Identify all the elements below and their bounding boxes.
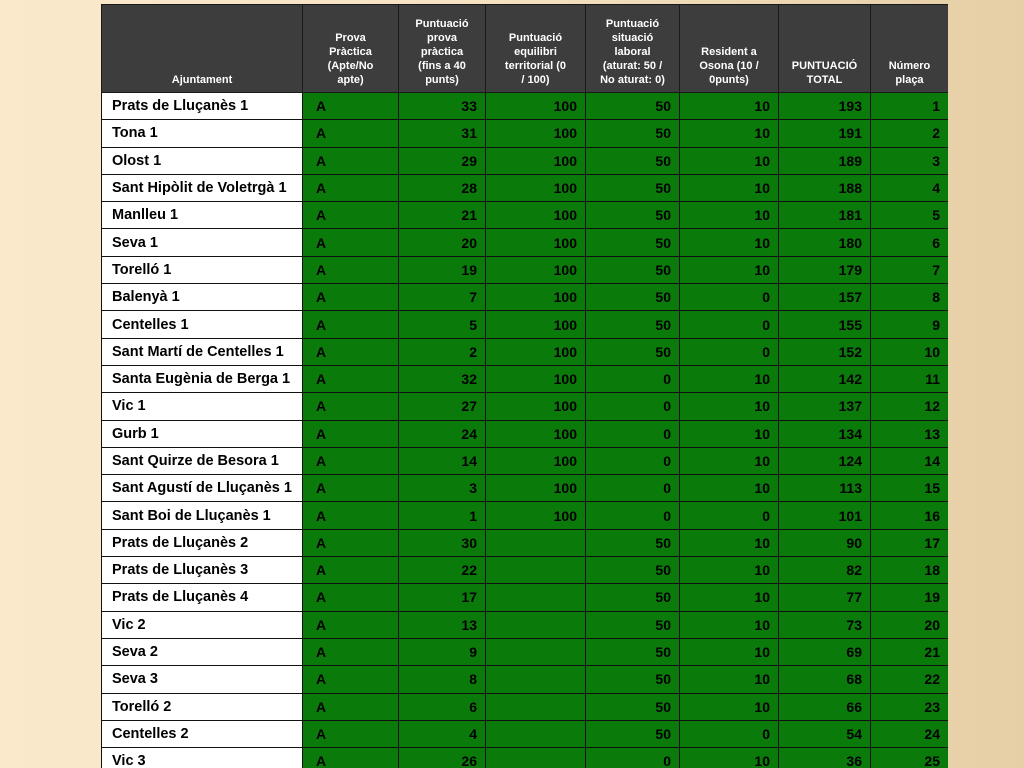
cell-prova-practica: A <box>303 693 399 720</box>
cell-situacio-laboral: 50 <box>586 147 680 174</box>
cell-resident-osona: 10 <box>680 202 779 229</box>
cell-numero-placa: 19 <box>871 584 949 611</box>
cell-puntuacio-prova: 4 <box>399 720 486 747</box>
cell-resident-osona: 10 <box>680 420 779 447</box>
cell-equilibri-territorial: 100 <box>486 120 586 147</box>
cell-ajuntament: Sant Boi de Lluçanès 1 <box>102 502 303 529</box>
cell-numero-placa: 17 <box>871 529 949 556</box>
cell-equilibri-territorial <box>486 748 586 768</box>
cell-prova-practica: A <box>303 638 399 665</box>
cell-equilibri-territorial <box>486 693 586 720</box>
cell-ajuntament: Prats de Lluçanès 1 <box>102 93 303 120</box>
cell-situacio-laboral: 0 <box>586 502 680 529</box>
cell-ajuntament: Balenyà 1 <box>102 284 303 311</box>
cell-prova-practica: A <box>303 475 399 502</box>
cell-puntuacio-prova: 13 <box>399 611 486 638</box>
table-row <box>102 256 949 283</box>
cell-puntuacio-total: 124 <box>779 447 871 474</box>
cell-ajuntament: Seva 3 <box>102 666 303 693</box>
table-row <box>102 557 949 584</box>
header-row <box>102 5 949 93</box>
cell-prova-practica: A <box>303 447 399 474</box>
cell-puntuacio-total: 113 <box>779 475 871 502</box>
cell-prova-practica: A <box>303 748 399 768</box>
cell-ajuntament: Vic 2 <box>102 611 303 638</box>
cell-resident-osona: 10 <box>680 638 779 665</box>
cell-resident-osona: 10 <box>680 693 779 720</box>
cell-puntuacio-prova: 27 <box>399 393 486 420</box>
cell-equilibri-territorial: 100 <box>486 420 586 447</box>
cell-puntuacio-total: 188 <box>779 174 871 201</box>
cell-resident-osona: 10 <box>680 174 779 201</box>
cell-ajuntament: Vic 3 <box>102 748 303 768</box>
results-sheet <box>101 4 948 768</box>
cell-prova-practica: A <box>303 93 399 120</box>
cell-equilibri-territorial: 100 <box>486 147 586 174</box>
cell-numero-placa: 5 <box>871 202 949 229</box>
table-row <box>102 93 949 120</box>
table-row <box>102 229 949 256</box>
cell-numero-placa: 10 <box>871 338 949 365</box>
cell-prova-practica: A <box>303 502 399 529</box>
cell-puntuacio-prova: 21 <box>399 202 486 229</box>
table-row <box>102 475 949 502</box>
cell-situacio-laboral: 50 <box>586 256 680 283</box>
cell-ajuntament: Sant Quirze de Besora 1 <box>102 447 303 474</box>
cell-ajuntament: Prats de Lluçanès 4 <box>102 584 303 611</box>
cell-equilibri-territorial: 100 <box>486 502 586 529</box>
cell-ajuntament: Santa Eugènia de Berga 1 <box>102 365 303 392</box>
header-ajuntament: Ajuntament <box>102 5 303 93</box>
cell-situacio-laboral: 50 <box>586 120 680 147</box>
cell-resident-osona: 10 <box>680 147 779 174</box>
cell-puntuacio-prova: 2 <box>399 338 486 365</box>
cell-puntuacio-total: 191 <box>779 120 871 147</box>
cell-numero-placa: 24 <box>871 720 949 747</box>
cell-situacio-laboral: 50 <box>586 93 680 120</box>
cell-numero-placa: 12 <box>871 393 949 420</box>
cell-puntuacio-prova: 9 <box>399 638 486 665</box>
cell-resident-osona: 10 <box>680 447 779 474</box>
cell-numero-placa: 7 <box>871 256 949 283</box>
table-row <box>102 529 949 556</box>
cell-equilibri-territorial: 100 <box>486 475 586 502</box>
cell-equilibri-territorial: 100 <box>486 284 586 311</box>
cell-equilibri-territorial <box>486 529 586 556</box>
cell-prova-practica: A <box>303 529 399 556</box>
cell-situacio-laboral: 50 <box>586 229 680 256</box>
cell-puntuacio-total: 69 <box>779 638 871 665</box>
cell-puntuacio-prova: 29 <box>399 147 486 174</box>
cell-prova-practica: A <box>303 120 399 147</box>
cell-puntuacio-prova: 14 <box>399 447 486 474</box>
cell-puntuacio-prova: 26 <box>399 748 486 768</box>
cell-situacio-laboral: 0 <box>586 748 680 768</box>
cell-resident-osona: 0 <box>680 720 779 747</box>
table-row <box>102 720 949 747</box>
cell-prova-practica: A <box>303 420 399 447</box>
cell-ajuntament: Sant Hipòlit de Voletrgà 1 <box>102 174 303 201</box>
cell-puntuacio-total: 157 <box>779 284 871 311</box>
cell-situacio-laboral: 0 <box>586 365 680 392</box>
cell-numero-placa: 15 <box>871 475 949 502</box>
cell-situacio-laboral: 50 <box>586 693 680 720</box>
cell-situacio-laboral: 50 <box>586 284 680 311</box>
header-prova-practica: Prova Pràctica (Apte/No apte) <box>303 5 399 93</box>
cell-equilibri-territorial: 100 <box>486 174 586 201</box>
cell-equilibri-territorial <box>486 720 586 747</box>
cell-prova-practica: A <box>303 666 399 693</box>
cell-resident-osona: 10 <box>680 256 779 283</box>
cell-puntuacio-prova: 33 <box>399 93 486 120</box>
cell-prova-practica: A <box>303 229 399 256</box>
cell-puntuacio-prova: 3 <box>399 475 486 502</box>
cell-puntuacio-prova: 22 <box>399 557 486 584</box>
cell-equilibri-territorial: 100 <box>486 393 586 420</box>
cell-ajuntament: Vic 1 <box>102 393 303 420</box>
cell-puntuacio-prova: 31 <box>399 120 486 147</box>
cell-situacio-laboral: 0 <box>586 393 680 420</box>
cell-numero-placa: 23 <box>871 693 949 720</box>
header-puntuacio-total: PUNTUACIÓ TOTAL <box>779 5 871 93</box>
cell-numero-placa: 4 <box>871 174 949 201</box>
cell-situacio-laboral: 50 <box>586 666 680 693</box>
cell-numero-placa: 14 <box>871 447 949 474</box>
cell-situacio-laboral: 0 <box>586 447 680 474</box>
cell-equilibri-territorial <box>486 584 586 611</box>
cell-equilibri-territorial: 100 <box>486 365 586 392</box>
cell-puntuacio-total: 68 <box>779 666 871 693</box>
cell-ajuntament: Seva 2 <box>102 638 303 665</box>
cell-prova-practica: A <box>303 284 399 311</box>
cell-resident-osona: 0 <box>680 284 779 311</box>
cell-equilibri-territorial: 100 <box>486 229 586 256</box>
header-puntuacio-prova: Puntuació prova pràctica (fins a 40 punts) <box>399 5 486 93</box>
header-numero-placa: Número plaça <box>871 5 949 93</box>
cell-puntuacio-total: 101 <box>779 502 871 529</box>
cell-prova-practica: A <box>303 202 399 229</box>
cell-numero-placa: 25 <box>871 748 949 768</box>
cell-ajuntament: Tona 1 <box>102 120 303 147</box>
cell-ajuntament: Torelló 1 <box>102 256 303 283</box>
cell-situacio-laboral: 50 <box>586 311 680 338</box>
cell-resident-osona: 0 <box>680 502 779 529</box>
cell-puntuacio-total: 66 <box>779 693 871 720</box>
cell-equilibri-territorial: 100 <box>486 338 586 365</box>
cell-equilibri-territorial: 100 <box>486 93 586 120</box>
cell-numero-placa: 16 <box>871 502 949 529</box>
cell-resident-osona: 0 <box>680 311 779 338</box>
cell-puntuacio-total: 36 <box>779 748 871 768</box>
cell-puntuacio-prova: 1 <box>399 502 486 529</box>
table-header <box>102 5 949 93</box>
cell-resident-osona: 10 <box>680 475 779 502</box>
cell-situacio-laboral: 50 <box>586 338 680 365</box>
table-row <box>102 338 949 365</box>
cell-numero-placa: 21 <box>871 638 949 665</box>
cell-prova-practica: A <box>303 393 399 420</box>
cell-numero-placa: 8 <box>871 284 949 311</box>
cell-puntuacio-prova: 19 <box>399 256 486 283</box>
cell-puntuacio-total: 180 <box>779 229 871 256</box>
cell-numero-placa: 18 <box>871 557 949 584</box>
table-row <box>102 365 949 392</box>
header-equilibri-territorial: Puntuació equilibri territorial (0 / 100) <box>486 5 586 93</box>
cell-prova-practica: A <box>303 311 399 338</box>
results-table <box>101 4 948 768</box>
cell-resident-osona: 10 <box>680 120 779 147</box>
cell-puntuacio-total: 82 <box>779 557 871 584</box>
cell-puntuacio-prova: 17 <box>399 584 486 611</box>
cell-equilibri-territorial: 100 <box>486 202 586 229</box>
cell-puntuacio-prova: 32 <box>399 365 486 392</box>
cell-numero-placa: 6 <box>871 229 949 256</box>
cell-puntuacio-prova: 28 <box>399 174 486 201</box>
cell-resident-osona: 10 <box>680 365 779 392</box>
cell-situacio-laboral: 50 <box>586 529 680 556</box>
cell-numero-placa: 22 <box>871 666 949 693</box>
table-row <box>102 638 949 665</box>
cell-puntuacio-prova: 30 <box>399 529 486 556</box>
cell-resident-osona: 10 <box>680 93 779 120</box>
cell-ajuntament: Prats de Lluçanès 3 <box>102 557 303 584</box>
cell-situacio-laboral: 50 <box>586 720 680 747</box>
cell-prova-practica: A <box>303 147 399 174</box>
cell-puntuacio-total: 193 <box>779 93 871 120</box>
cell-equilibri-territorial: 100 <box>486 447 586 474</box>
cell-situacio-laboral: 50 <box>586 202 680 229</box>
cell-equilibri-territorial: 100 <box>486 256 586 283</box>
table-row <box>102 584 949 611</box>
cell-puntuacio-prova: 7 <box>399 284 486 311</box>
cell-prova-practica: A <box>303 338 399 365</box>
cell-puntuacio-prova: 8 <box>399 666 486 693</box>
cell-situacio-laboral: 50 <box>586 174 680 201</box>
cell-ajuntament: Sant Martí de Centelles 1 <box>102 338 303 365</box>
cell-numero-placa: 2 <box>871 120 949 147</box>
cell-equilibri-territorial <box>486 557 586 584</box>
cell-puntuacio-total: 137 <box>779 393 871 420</box>
cell-resident-osona: 10 <box>680 529 779 556</box>
cell-resident-osona: 10 <box>680 748 779 768</box>
cell-puntuacio-prova: 5 <box>399 311 486 338</box>
cell-puntuacio-total: 152 <box>779 338 871 365</box>
table-row <box>102 502 949 529</box>
cell-situacio-laboral: 0 <box>586 420 680 447</box>
table-row <box>102 666 949 693</box>
cell-ajuntament: Centelles 1 <box>102 311 303 338</box>
cell-equilibri-territorial <box>486 611 586 638</box>
table-row <box>102 748 949 768</box>
cell-puntuacio-total: 155 <box>779 311 871 338</box>
cell-ajuntament: Centelles 2 <box>102 720 303 747</box>
cell-puntuacio-total: 54 <box>779 720 871 747</box>
cell-equilibri-territorial: 100 <box>486 311 586 338</box>
table-row <box>102 420 949 447</box>
cell-puntuacio-prova: 24 <box>399 420 486 447</box>
cell-equilibri-territorial <box>486 666 586 693</box>
cell-resident-osona: 10 <box>680 611 779 638</box>
cell-ajuntament: Gurb 1 <box>102 420 303 447</box>
cell-puntuacio-total: 134 <box>779 420 871 447</box>
table-row <box>102 147 949 174</box>
table-row <box>102 611 949 638</box>
cell-situacio-laboral: 50 <box>586 611 680 638</box>
cell-resident-osona: 0 <box>680 338 779 365</box>
cell-prova-practica: A <box>303 174 399 201</box>
cell-prova-practica: A <box>303 557 399 584</box>
cell-equilibri-territorial <box>486 638 586 665</box>
cell-numero-placa: 11 <box>871 365 949 392</box>
header-situacio-laboral: Puntuació situació laboral (aturat: 50 / No aturat: 0) <box>586 5 680 93</box>
cell-ajuntament: Olost 1 <box>102 147 303 174</box>
cell-puntuacio-total: 181 <box>779 202 871 229</box>
cell-puntuacio-prova: 20 <box>399 229 486 256</box>
table-row <box>102 693 949 720</box>
cell-puntuacio-prova: 6 <box>399 693 486 720</box>
cell-numero-placa: 13 <box>871 420 949 447</box>
cell-numero-placa: 3 <box>871 147 949 174</box>
cell-numero-placa: 1 <box>871 93 949 120</box>
table-row <box>102 393 949 420</box>
cell-resident-osona: 10 <box>680 393 779 420</box>
table-row <box>102 311 949 338</box>
header-resident-osona: Resident a Osona (10 / 0punts) <box>680 5 779 93</box>
cell-prova-practica: A <box>303 611 399 638</box>
table-row <box>102 202 949 229</box>
cell-resident-osona: 10 <box>680 229 779 256</box>
cell-numero-placa: 20 <box>871 611 949 638</box>
cell-situacio-laboral: 50 <box>586 638 680 665</box>
cell-ajuntament: Seva 1 <box>102 229 303 256</box>
cell-puntuacio-total: 179 <box>779 256 871 283</box>
cell-puntuacio-total: 189 <box>779 147 871 174</box>
cell-numero-placa: 9 <box>871 311 949 338</box>
cell-prova-practica: A <box>303 720 399 747</box>
cell-situacio-laboral: 0 <box>586 475 680 502</box>
cell-resident-osona: 10 <box>680 557 779 584</box>
table-row <box>102 447 949 474</box>
table-body <box>102 93 949 768</box>
cell-ajuntament: Prats de Lluçanès 2 <box>102 529 303 556</box>
table-row <box>102 120 949 147</box>
cell-resident-osona: 10 <box>680 584 779 611</box>
cell-ajuntament: Torelló 2 <box>102 693 303 720</box>
cell-puntuacio-total: 90 <box>779 529 871 556</box>
table-row <box>102 174 949 201</box>
cell-prova-practica: A <box>303 256 399 283</box>
cell-ajuntament: Sant Agustí de Lluçanès 1 <box>102 475 303 502</box>
cell-prova-practica: A <box>303 584 399 611</box>
cell-puntuacio-total: 142 <box>779 365 871 392</box>
table-row <box>102 284 949 311</box>
cell-resident-osona: 10 <box>680 666 779 693</box>
cell-situacio-laboral: 50 <box>586 584 680 611</box>
cell-puntuacio-total: 73 <box>779 611 871 638</box>
cell-prova-practica: A <box>303 365 399 392</box>
cell-situacio-laboral: 50 <box>586 557 680 584</box>
cell-ajuntament: Manlleu 1 <box>102 202 303 229</box>
cell-puntuacio-total: 77 <box>779 584 871 611</box>
